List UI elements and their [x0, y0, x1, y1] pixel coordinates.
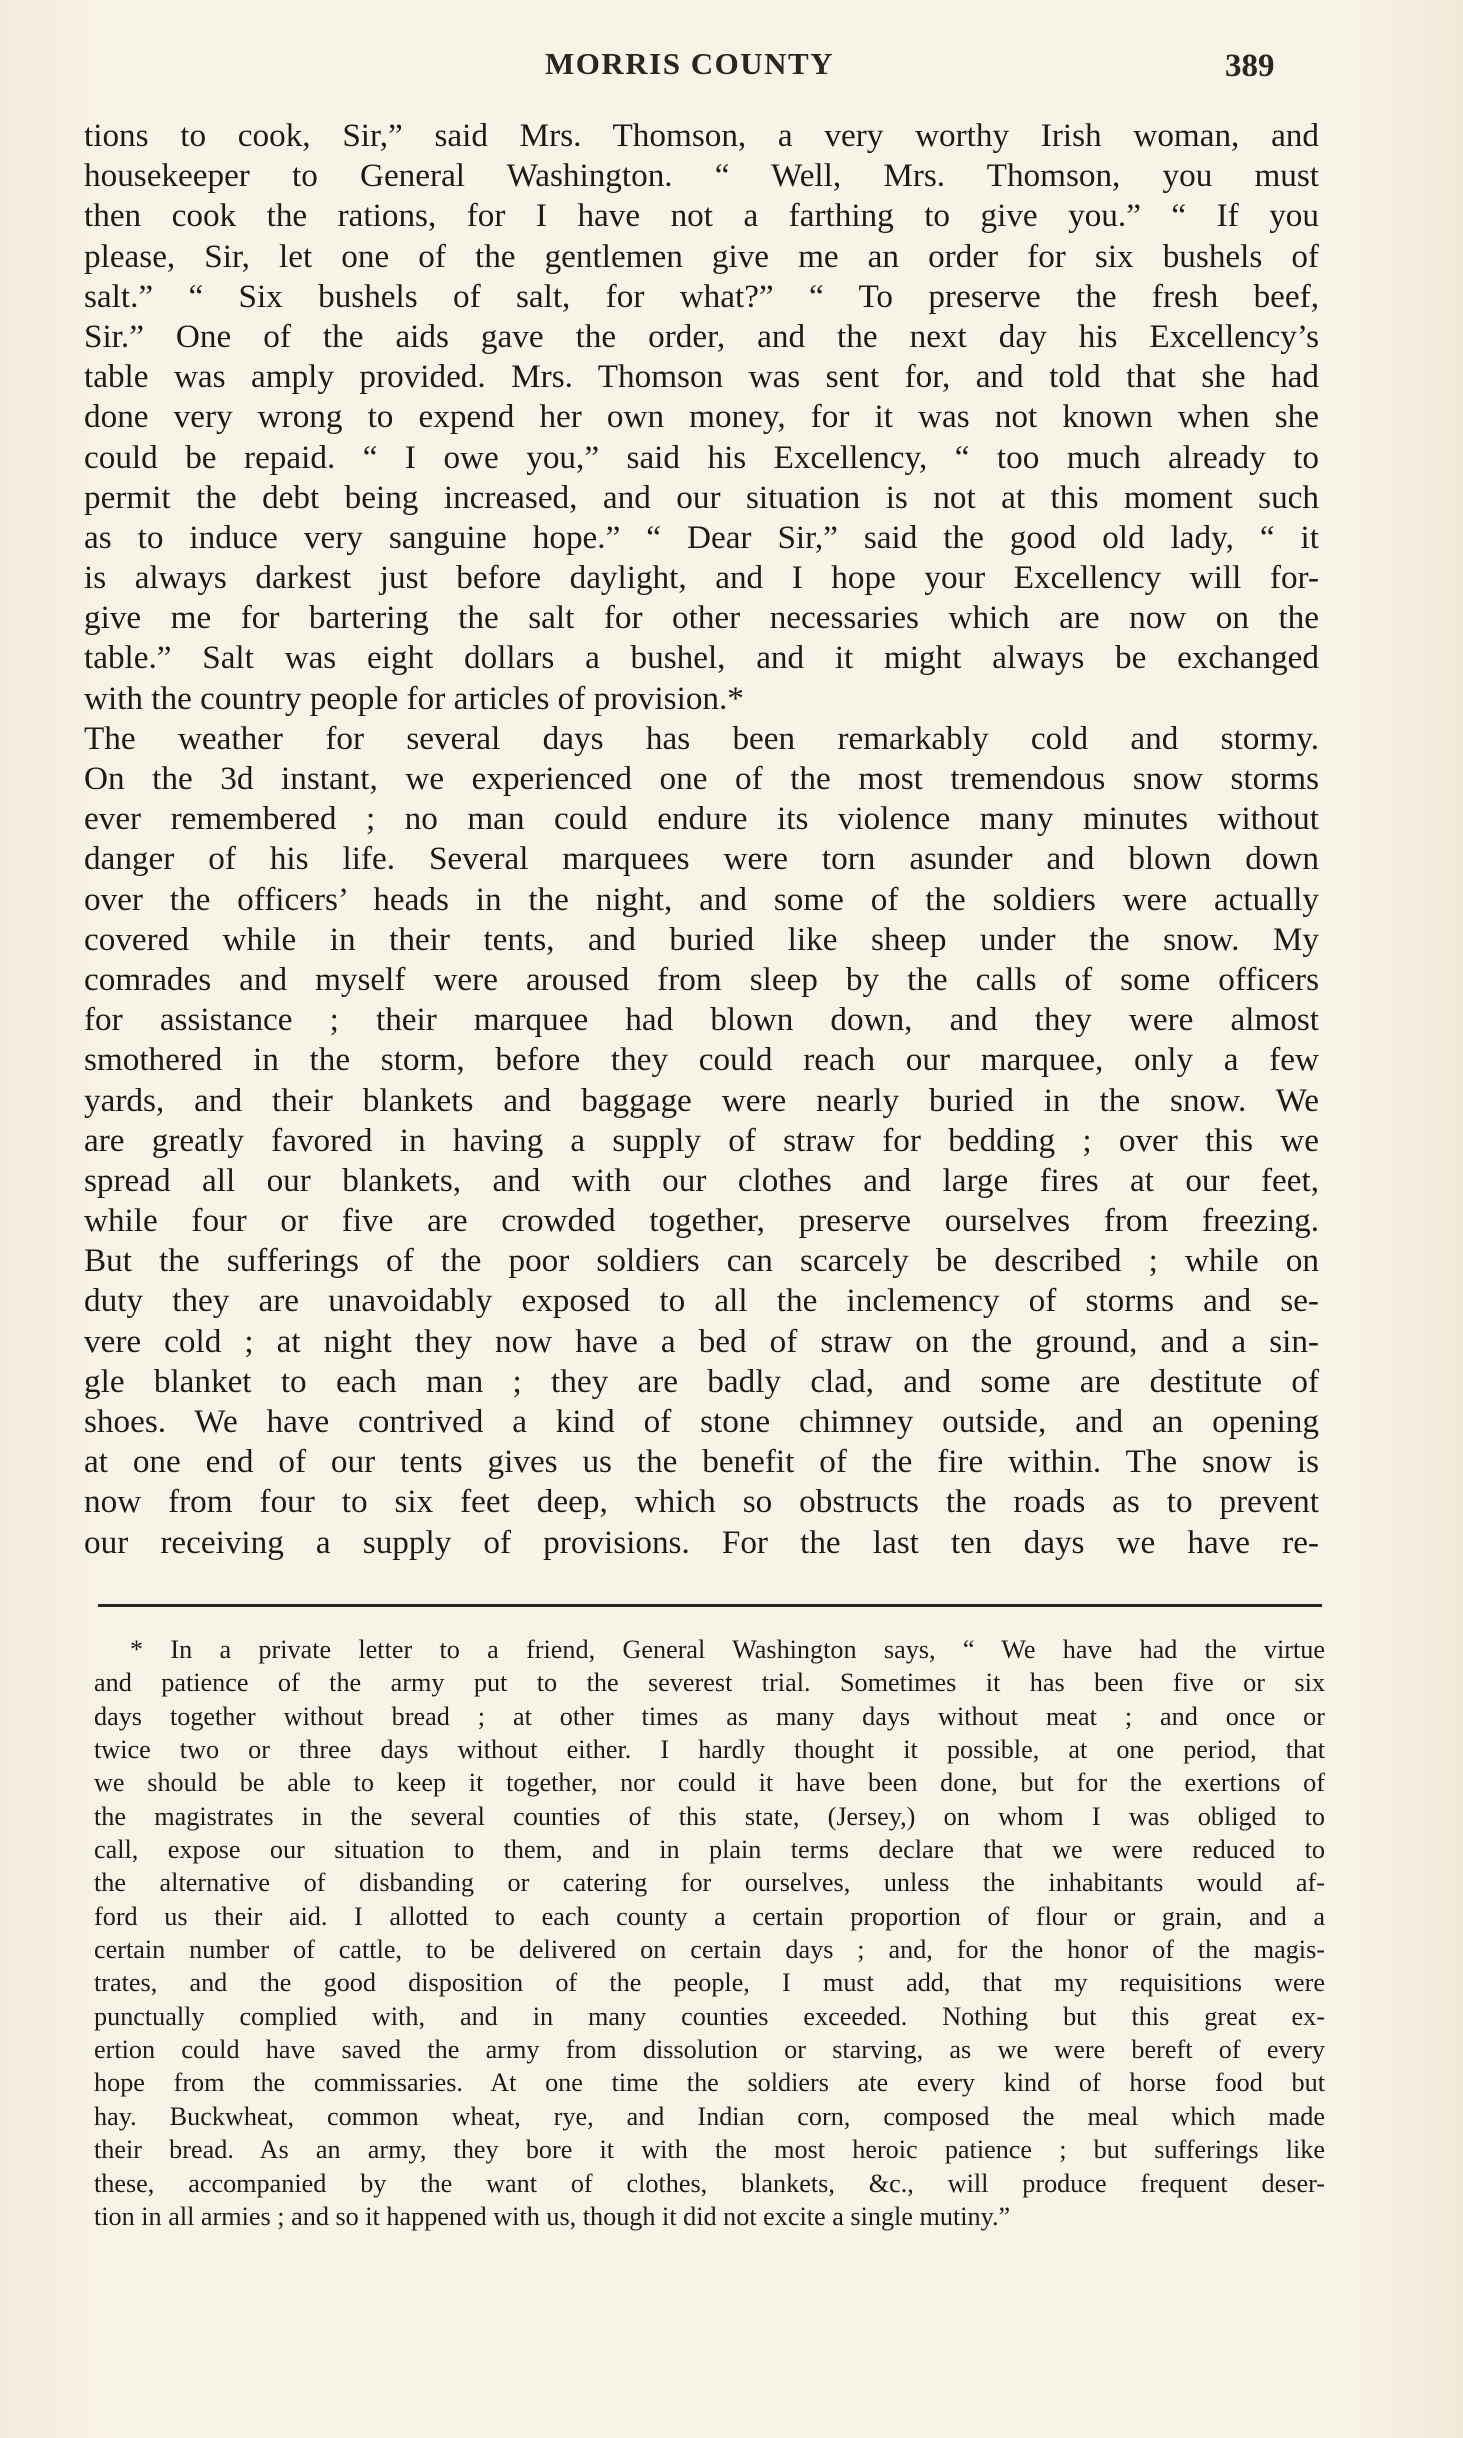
body-line: Sir.” One of the aids gave the order, and the next day his Excellency’s: [84, 317, 1319, 355]
body-line: over the officers’ heads in the night, and some of the soldiers were actually: [84, 880, 1319, 918]
body-line: are greatly favored in having a supply of straw for bedding ; over this we: [84, 1121, 1319, 1159]
body-line: as to induce very sanguine hope.” “ Dear Sir,” said the good old lady, “ it: [84, 518, 1319, 556]
footnote-line: trates, and the good disposition of the people, I must add, that my requisitions were: [94, 1968, 1325, 1998]
body-line: while four or five are crowded together, preserve ourselves from freezing.: [84, 1202, 1319, 1240]
footnote-line: ford us their aid. I allotted to each county a certain proportion of flour or grain, and a: [94, 1901, 1325, 1931]
body-line: vere cold ; at night they now have a bed of straw on the ground, and a sin-: [84, 1322, 1319, 1360]
footnote-line: punctually complied with, and in many counties exceeded. Nothing but this great ex-: [94, 2001, 1325, 2031]
footnote-line: twice two or three days without either. I hardly thought it possible, at one period, that: [94, 1735, 1325, 1765]
body-line: On the 3d instant, we experienced one of the most tremendous snow storms: [84, 760, 1319, 797]
page-number: 389: [1225, 48, 1275, 84]
footnote-line: these, accompanied by the want of clothes, blankets, &c., will produce frequent deser-: [94, 2168, 1325, 2198]
footnote-line: call, expose our situation to them, and in plain terms declare that we were reduced to: [94, 1835, 1325, 1865]
body-line: covered while in their tents, and buried like sheep under the snow. My: [84, 920, 1319, 958]
footnote: [94, 1633, 1325, 2233]
body-line: yards, and their blankets and baggage were nearly buried in the snow. We: [84, 1081, 1319, 1119]
body-line: give me for bartering the salt for other necessaries which are now on the: [84, 599, 1319, 637]
body-line: smothered in the storm, before they could reach our marquee, only a few: [84, 1041, 1319, 1079]
body-line: could be repaid. “ I owe you,” said his Excellency, “ too much already to: [84, 438, 1319, 476]
body-line: spread all our blankets, and with our clothes and large fires at our feet,: [84, 1161, 1319, 1199]
body-line: housekeeper to General Washington. “ Well, Mrs. Thomson, you must: [84, 157, 1319, 195]
body-line: our receiving a supply of provisions. For the last ten days we have re-: [84, 1523, 1319, 1561]
body-line: tions to cook, Sir,” said Mrs. Thomson, a very worthy Irish woman, and: [84, 117, 1319, 154]
footnote-line: certain number of cattle, to be delivered on certain days ; and, for the honor of the magis-: [94, 1935, 1325, 1965]
body-line: now from four to six feet deep, which so obstructs the roads as to prevent: [84, 1483, 1319, 1521]
footnote-line: we should be able to keep it together, nor could it have been done, but for the exertions of: [94, 1768, 1325, 1798]
body-line: But the sufferings of the poor soldiers can scarcely be described ; while on: [84, 1242, 1319, 1280]
running-header: [0, 46, 1463, 86]
body-line: then cook the rations, for I have not a farthing to give you.” “ If you: [84, 197, 1319, 235]
body-line: table was amply provided. Mrs. Thomson was sent for, and told that she had: [84, 358, 1319, 396]
body-line: at one end of our tents gives us the benefit of the fire within. The snow is: [84, 1443, 1319, 1481]
body-line: please, Sir, let one of the gentlemen give me an order for six bushels of: [84, 237, 1319, 275]
body-line: with the country people for articles of provision.*: [84, 679, 744, 717]
body-text: [84, 116, 1319, 1563]
body-line: danger of his life. Several marquees were torn asunder and blown down: [84, 840, 1319, 878]
body-line: duty they are unavoidably exposed to all the inclemency of storms and se-: [84, 1282, 1319, 1320]
footnote-line: the magistrates in the several counties of this state, (Jersey,) on whom I was obliged to: [94, 1801, 1325, 1831]
footnote-line: tion in all armies ; and so it happened with us, though it did not excite a single mutiny.”: [94, 2201, 1011, 2231]
body-line: is always darkest just before daylight, and I hope your Excellency will for-: [84, 559, 1319, 597]
body-line: comrades and myself were aroused from sleep by the calls of some officers: [84, 960, 1319, 998]
footnote-line: days together without bread ; at other times as many days without meat ; and once or: [94, 1701, 1325, 1731]
running-title: MORRIS COUNTY: [545, 46, 835, 81]
footnote-line: and patience of the army put to the severest trial. Sometimes it has been five or six: [94, 1668, 1325, 1698]
body-line: shoes. We have contrived a kind of stone chimney outside, and an opening: [84, 1403, 1319, 1440]
body-line: ever remembered ; no man could endure its violence many minutes without: [84, 800, 1319, 838]
footnote-line: ertion could have saved the army from dissolution or starving, as we were bereft of every: [94, 2035, 1325, 2065]
footnote-line: the alternative of disbanding or catering for ourselves, unless the inhabitants would af-: [94, 1868, 1325, 1898]
body-line: permit the debt being increased, and our situation is not at this moment such: [84, 478, 1319, 516]
footnote-line: hope from the commissaries. At one time the soldiers ate every kind of horse food but: [94, 2068, 1325, 2098]
footnote-line: their bread. As an army, they bore it with the most heroic patience ; but sufferings like: [94, 2135, 1325, 2165]
footnote-divider: [98, 1604, 1322, 1607]
body-line: table.” Salt was eight dollars a bushel, and it might always be exchanged: [84, 639, 1319, 677]
body-line: done very wrong to expend her own money, for it was not known when she: [84, 398, 1319, 436]
body-line: for assistance ; their marquee had blown down, and they were almost: [84, 1001, 1319, 1039]
footnote-line: * In a private letter to a friend, General Washington says, “ We have had the virtue: [130, 1635, 1325, 1664]
body-line: The weather for several days has been remarkably cold and stormy.: [84, 719, 1319, 757]
body-line: gle blanket to each man ; they are badly clad, and some are destitute of: [84, 1362, 1319, 1400]
body-line: salt.” “ Six bushels of salt, for what?” “ To preserve the fresh beef,: [84, 277, 1319, 315]
footnote-line: hay. Buckwheat, common wheat, rye, and Indian corn, composed the meal which made: [94, 2101, 1325, 2131]
